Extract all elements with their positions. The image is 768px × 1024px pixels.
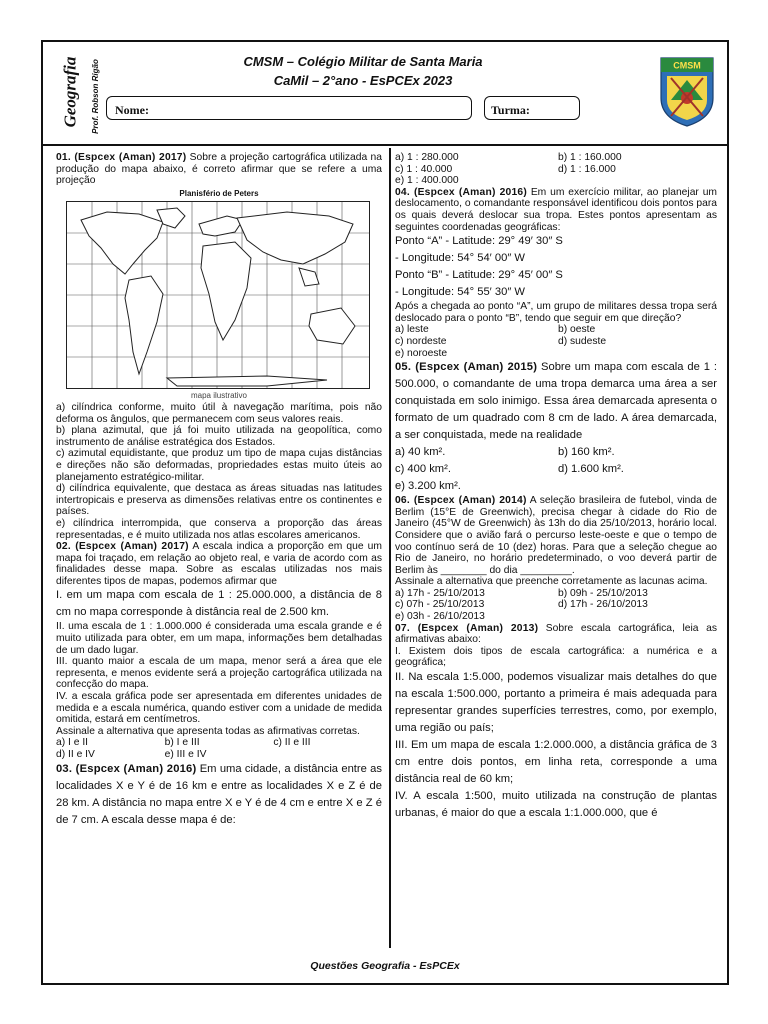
- q1-option-a[interactable]: a) cilíndrica conforme, muito útil à navegação marítima, pois não deforma os ângulos, que permanecem com seus valores reais.: [56, 401, 382, 425]
- q6-option-b[interactable]: b) 09h - 25/10/2013: [558, 587, 648, 599]
- question-5: [395, 359, 717, 444]
- question-4-number: 04. (Espcex (Aman) 2016): [395, 186, 527, 198]
- q6-option-e[interactable]: e) 03h - 26/10/2013: [395, 611, 485, 623]
- q6-option-d[interactable]: d) 17h - 26/10/2013: [558, 599, 648, 611]
- q5-option-a[interactable]: a) 40 km².: [395, 446, 446, 459]
- q3-options: [395, 152, 717, 187]
- q2-statement-iii: III. quanto maior a escala de um mapa, menor será a área que ele representa, e menos evidente será a projeção cartográfica utilizada na confecção do mapa.: [56, 656, 382, 691]
- q3-option-b[interactable]: b) 1 : 160.000: [558, 152, 622, 163]
- q2-statement-ii: II. uma escala de 1 : 1.000.000 é considerada uma escala grande e é muito utilizada para obter, em um mapa, informações bem detalhadas de um dado lugar.: [56, 621, 382, 656]
- q4-point-a-lat: Ponto “A” - Latitude: 29° 49′ 30″ S: [395, 235, 563, 248]
- question-7: [395, 623, 717, 646]
- q2-instruction: Assinale a alternativa que apresenta todas as afirmativas corretas.: [56, 725, 360, 737]
- question-1-stem: Sobre a projeção cartográfica utilizada na produção do mapa abaixo, é correto afirmar que se refere a uma projeção: [56, 152, 382, 187]
- left-column: [56, 152, 382, 829]
- q4-point-b-lat: Ponto “B” - Latitude: 29° 45′ 00″ S: [395, 269, 563, 282]
- q4-point-a-lon: - Longitude: 54° 54′ 00″ W: [395, 252, 525, 265]
- q1-option-c[interactable]: c) azimutal equidistante, que produz um tipo de mapa cujas distâncias e direções não são deformadas, propriedades estas muito úteis ao planejamento estratégico-militar.: [56, 448, 382, 483]
- q2-option-e[interactable]: e) III e IV: [164, 749, 207, 760]
- question-2-number: 02. (Espcex (Aman) 2017): [56, 541, 189, 553]
- question-1-number: 01. (Espcex (Aman) 2017): [56, 152, 187, 163]
- question-7-stem: Sobre escala cartográfica, leia as afirmativas abaixo:: [395, 622, 717, 646]
- q1-option-e[interactable]: e) cilíndrica interrompida, que conserva a proporção das áreas representadas, e é muito utilizada nos atlas escolares americanos.: [56, 517, 382, 541]
- q1-option-d[interactable]: d) cilíndrica equivalente, que destaca as áreas situadas nas latitudes intertropicais e preserva as dimensões relativas entre os continentes e países.: [56, 483, 382, 518]
- q7-statement-iii: III. Em um mapa de escala 1:2.000.000, a distância gráfica de 3 cm entre dois pontos, em linha reta, corresponde a uma distância real de 60 km;: [395, 739, 717, 786]
- question-6-number: 06. (Espcex (Aman) 2014): [395, 495, 527, 507]
- question-3: [56, 761, 382, 829]
- q5-option-c[interactable]: c) 400 km².: [395, 463, 451, 476]
- name-field[interactable]: Nome:: [106, 96, 472, 120]
- q3-option-d[interactable]: d) 1 : 16.000: [558, 163, 616, 175]
- svg-text:CMSM: CMSM: [673, 60, 701, 71]
- q1-option-b[interactable]: b) plana azimutal, que já foi muito utilizada na geopolítica, como instrumento de análise estratégica dos Estados.: [56, 425, 382, 448]
- footer: Questões Geografia - EsPCEx: [310, 960, 460, 972]
- question-5-number: 05. (Espcex (Aman) 2015): [395, 361, 538, 374]
- q2-option-b[interactable]: b) I e III: [164, 737, 200, 749]
- q3-option-a[interactable]: a) 1 : 280.000: [395, 152, 459, 163]
- school-crest-logo: [659, 56, 715, 128]
- course-title: CaMil – 2°ano - EsPCEx 2023: [273, 73, 453, 88]
- q5-options: [395, 444, 717, 495]
- q4-options: [395, 324, 717, 359]
- subject-title: Geografia: [60, 56, 80, 128]
- question-2-stem: A escala indica a proporção em que um mapa foi traçado, em relação ao objeto real, e varia de acordo com as finalidades desse mapa. Sobre as escalas utilizadas nos mais diferentes tipos de mapas, podemos afirmar que: [56, 541, 382, 587]
- question-1: [56, 152, 382, 187]
- question-4: [395, 187, 717, 233]
- q6-option-c[interactable]: c) 07h - 25/10/2013: [395, 599, 485, 611]
- map-title: Planisfério de Peters: [179, 188, 259, 198]
- peters-world-map: [66, 201, 370, 389]
- q5-option-e[interactable]: e) 3.200 km².: [395, 480, 461, 493]
- q5-option-d[interactable]: d) 1.600 km².: [558, 463, 624, 476]
- question-4-stem: Em um exercício militar, ao planejar um deslocamento, o comandante responsável identificou dois pontos para os quais deverá deslocar sua tropa. Estes pontos apresentam as seguintes coordenadas geográficas:: [395, 186, 718, 233]
- q7-statement-i: I. Existem dois tipos de escala cartográfica: a numérica e a geográfica;: [395, 645, 717, 669]
- q2-options: [56, 737, 382, 760]
- q2-option-c[interactable]: c) II e III: [273, 737, 311, 749]
- q4-option-d[interactable]: d) sudeste: [558, 335, 607, 347]
- world-map-image: [67, 202, 369, 388]
- q2-statement-i: I. em um mapa com escala de 1 : 25.000.000, a distância de 8 cm no mapa corresponde à distância real de 2.500 km.: [56, 589, 382, 619]
- question-6: [395, 495, 717, 576]
- subject-block: [49, 52, 100, 142]
- question-3-stem: Em uma cidade, a distância entre as localidades X e Y é de 16 km e entre as localidades X e Z é de 28 km. A distância no mapa entre X e Y é de 4 cm e entre X e Z é de 7 cm. A escala desse mapa é de:: [56, 762, 382, 826]
- school-name: CMSM – Colégio Militar de Santa Maria: [243, 54, 483, 69]
- question-7-number: 07. (Espcex (Aman) 2013): [395, 622, 539, 634]
- q5-option-b[interactable]: b) 160 km².: [558, 446, 615, 459]
- question-6-stem: A seleção brasileira de futebol, vinda de Berlim (15°E de Greenwich), precisa chegar à cidade do Rio de Janeiro (45°W de Greenwich) às 13h do dia 25/10/2013, horário local. Considere que o avião fará o percurso leste-oeste e que o tempo de voo contínuo será de 10 (dez) horas. Para que a seleção chegue ao Rio de Janeiro, no horário predeterminado, o voo deverá partir de Berlim às ________ do dia _________.: [395, 495, 717, 576]
- q4-point-b-lon: - Longitude: 54° 55′ 30″ W: [395, 286, 525, 299]
- q6-options: [395, 588, 717, 623]
- map-caption: mapa ilustrativo: [190, 391, 248, 401]
- q4-option-a[interactable]: a) leste: [395, 324, 429, 336]
- q4-instruction: Após a chegada ao ponto “A”, um grupo de militares dessa tropa será deslocado para o ponto “B”, tendo que seguir em que direção?: [395, 301, 717, 324]
- question-3-number: 03. (Espcex (Aman) 2016): [56, 762, 197, 775]
- q7-statement-iv: IV. A escala 1:500, muito utilizada na construção de plantas urbanas, é maior do que a escala 1:1.000.000, que é: [395, 790, 717, 820]
- q7-statement-ii: II. Na escala 1:5.000, podemos visualizar mais detalhes do que na escala 1:500.000, portanto a primeira é mais adequada para representar grandes superfícies terrestres, como, por exemplo, uma região ou país;: [395, 671, 717, 735]
- q6-option-a[interactable]: a) 17h - 25/10/2013: [395, 587, 485, 599]
- column-divider: [389, 148, 391, 948]
- right-column: [395, 152, 717, 822]
- question-2: [56, 541, 382, 587]
- class-field[interactable]: Turma:: [484, 96, 580, 120]
- question-5-stem: Sobre um mapa com escala de 1 : 500.000, o comandante de uma tropa demarca uma área a ser conquistada em solo inimigo. Essa área demarcada apresenta o formato de um quadrado com 8 cm de lado. A área demarcada, a ser conquistada, mede na realidade: [395, 361, 717, 442]
- q3-option-c[interactable]: c) 1 : 40.000: [395, 163, 453, 175]
- q2-statement-iv: IV. a escala gráfica pode ser apresentada em diferentes unidades de medida e a escala numérica, quando estiver com a unidade de medida omitida, estará em centímetros.: [56, 691, 382, 726]
- q4-option-e[interactable]: e) noroeste: [395, 347, 448, 359]
- q4-option-b[interactable]: b) oeste: [558, 324, 596, 336]
- q2-option-a[interactable]: a) I e II: [56, 737, 89, 749]
- header: [43, 42, 727, 146]
- q4-option-c[interactable]: c) nordeste: [395, 335, 447, 347]
- teacher-name: Prof. Robson Rigão: [90, 59, 100, 134]
- q2-option-d[interactable]: d) II e IV: [56, 749, 95, 760]
- worksheet-page: [41, 40, 729, 985]
- q3-option-e[interactable]: e) 1 : 400.000: [395, 175, 459, 187]
- q6-instruction: Assinale a alternativa que preenche corretamente as lacunas acima.: [395, 576, 708, 588]
